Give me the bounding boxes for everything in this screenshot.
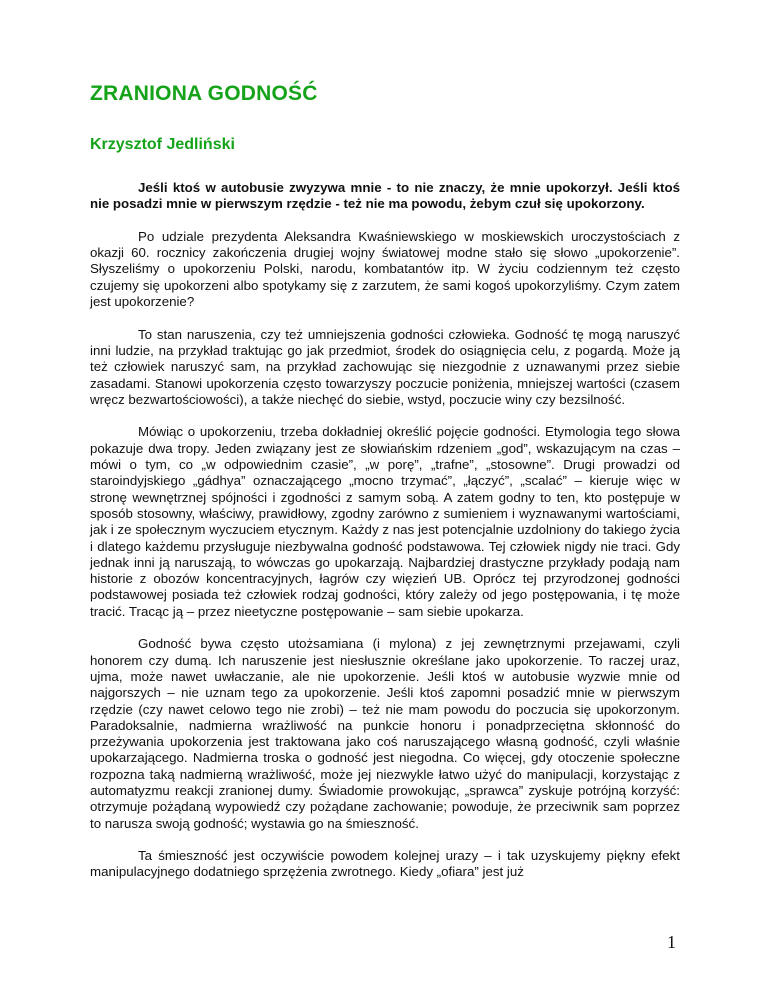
page-number: 1 — [667, 932, 676, 952]
paragraph: Po udziale prezydenta Aleksandra Kwaśniewskiego w moskiewskich uroczystościach z okazji 60. rocznicy zakończenia drugiej wojny światowej modne stało się słowo „upokorzenie”. Słyszeliśmy o upokorzeniu Polski, narodu, kombatantów itp. W życiu codziennym też często czujemy się upokorzeni albo spotykamy się z zarzutem, że sami kogoś upokorzyliśmy. Czym zatem jest upokorzenie? — [90, 228, 680, 310]
paragraph: Godność bywa często utożsamiana (i mylona) z jej zewnętrznymi przejawami, czyli honorem czy dumą. Ich naruszenie jest niesłusznie określane jako upokorzenie. To raczej uraz, ujma, może nawet uwłaczanie, ale nie upokorzenie. Jeśli ktoś w autobusie wyzwie mnie od najgorszych – nie uznam tego za upokorzenie. Jeśli ktoś zapomni posadzić mnie w pierwszym rzędzie (czy nawet celowo tego nie zrobi) – też nie mam powodu do poczucia się upokorzonym. Paradoksalnie, nadmierna wrażliwość na punkcie honoru i ponadprzeciętna skłonność do przeżywania upokorzenia jest traktowana jako coś naruszającego własną godność, czyli właśnie upokarzającego. Nadmierna troska o godność jest niegodna. Co więcej, gdy otoczenie społeczne rozpozna taką nadmierną wrażliwość, może jej niezwykle łatwo użyć do manipulacji, korzystając z automatyzmu reakcji zranionej dumy. Świadomie prowokując, „sprawca” zyskuje potrójną korzyść: otrzymuje pożądaną wypowiedź czy pożądane zachowanie; powoduje, że przeciwnik sam poprzez to narusza swoją godność; wystawia go na śmieszność. — [90, 636, 680, 831]
document-body — [90, 180, 680, 897]
lead-paragraph: Jeśli ktoś w autobusie zwyzywa mnie - to nie znaczy, że mnie upokorzył. Jeśli ktoś nie posadzi mnie w pierwszym rzędzie - też nie ma powodu, żebym czuł się upokorzony. — [90, 180, 680, 212]
document-title: ZRANIONA GODNOŚĆ — [90, 82, 318, 105]
paragraph: Mówiąc o upokorzeniu, trzeba dokładniej określić pojęcie godności. Etymologia tego słowa pokazuje dwa tropy. Jeden związany jest ze słowiańskim rdzeniem „god”, wskazującym na czas – mówi o tym, co „w odpowiednim czasie”, „w porę”, „trafne”, „stosowne”. Drugi prowadzi od staroindyjskiego „gádhya” oznaczającego „mocno trzymać”, „łączyć”, „scalać” – kieruje więc w stronę wewnętrznej spójności i zgodności z samym sobą. A zatem godny to ten, kto postępuje w sposób stosowny, właściwy, prawidłowy, zgodny zarówno z sumieniem i wyznawanymi wartościami, jak i ze społecznym wyczuciem etycznym. Każdy z nas jest potencjalnie uzdolniony do takiego życia i dlatego każdemu przysługuje niezbywalna godność podstawowa. Tej człowiek nigdy nie traci. Gdy jednak inni ją naruszają, to wówczas go upokarzają. Najbardziej drastyczne przykłady podają nam historie z obozów koncentracyjnych, łagrów czy więzień UB. Oprócz tej przyrodzonej godności podstawowej posiada też człowiek rodzaj godności, który zależy od jego postępowania, i tę może tracić. Tracąc ją – przez nieetyczne postępowanie – sam siebie upokarza. — [90, 424, 680, 619]
paragraph: Ta śmieszność jest oczywiście powodem kolejnej urazy – i tak uzyskujemy piękny efekt manipulacyjnego dodatniego sprzężenia zwrotnego. Kiedy „ofiara” jest już — [90, 848, 680, 880]
document-author: Krzysztof Jedliński — [90, 136, 235, 153]
paragraph: To stan naruszenia, czy też umniejszenia godności człowieka. Godność tę mogą naruszyć inni ludzie, na przykład traktując go jak przedmiot, środek do osiągnięcia celu, z pogardą. Może ją też człowiek naruszyć sam, na przykład zachowując się niezgodnie z uznawanymi przez siebie zasadami. Stanowi upokorzenia często towarzyszy poczucie poniżenia, mniejszej wartości (czasem wręcz bezwartościowości), a także niechęć do siebie, wstyd, poczucie winy czy bezsilność. — [90, 326, 680, 407]
